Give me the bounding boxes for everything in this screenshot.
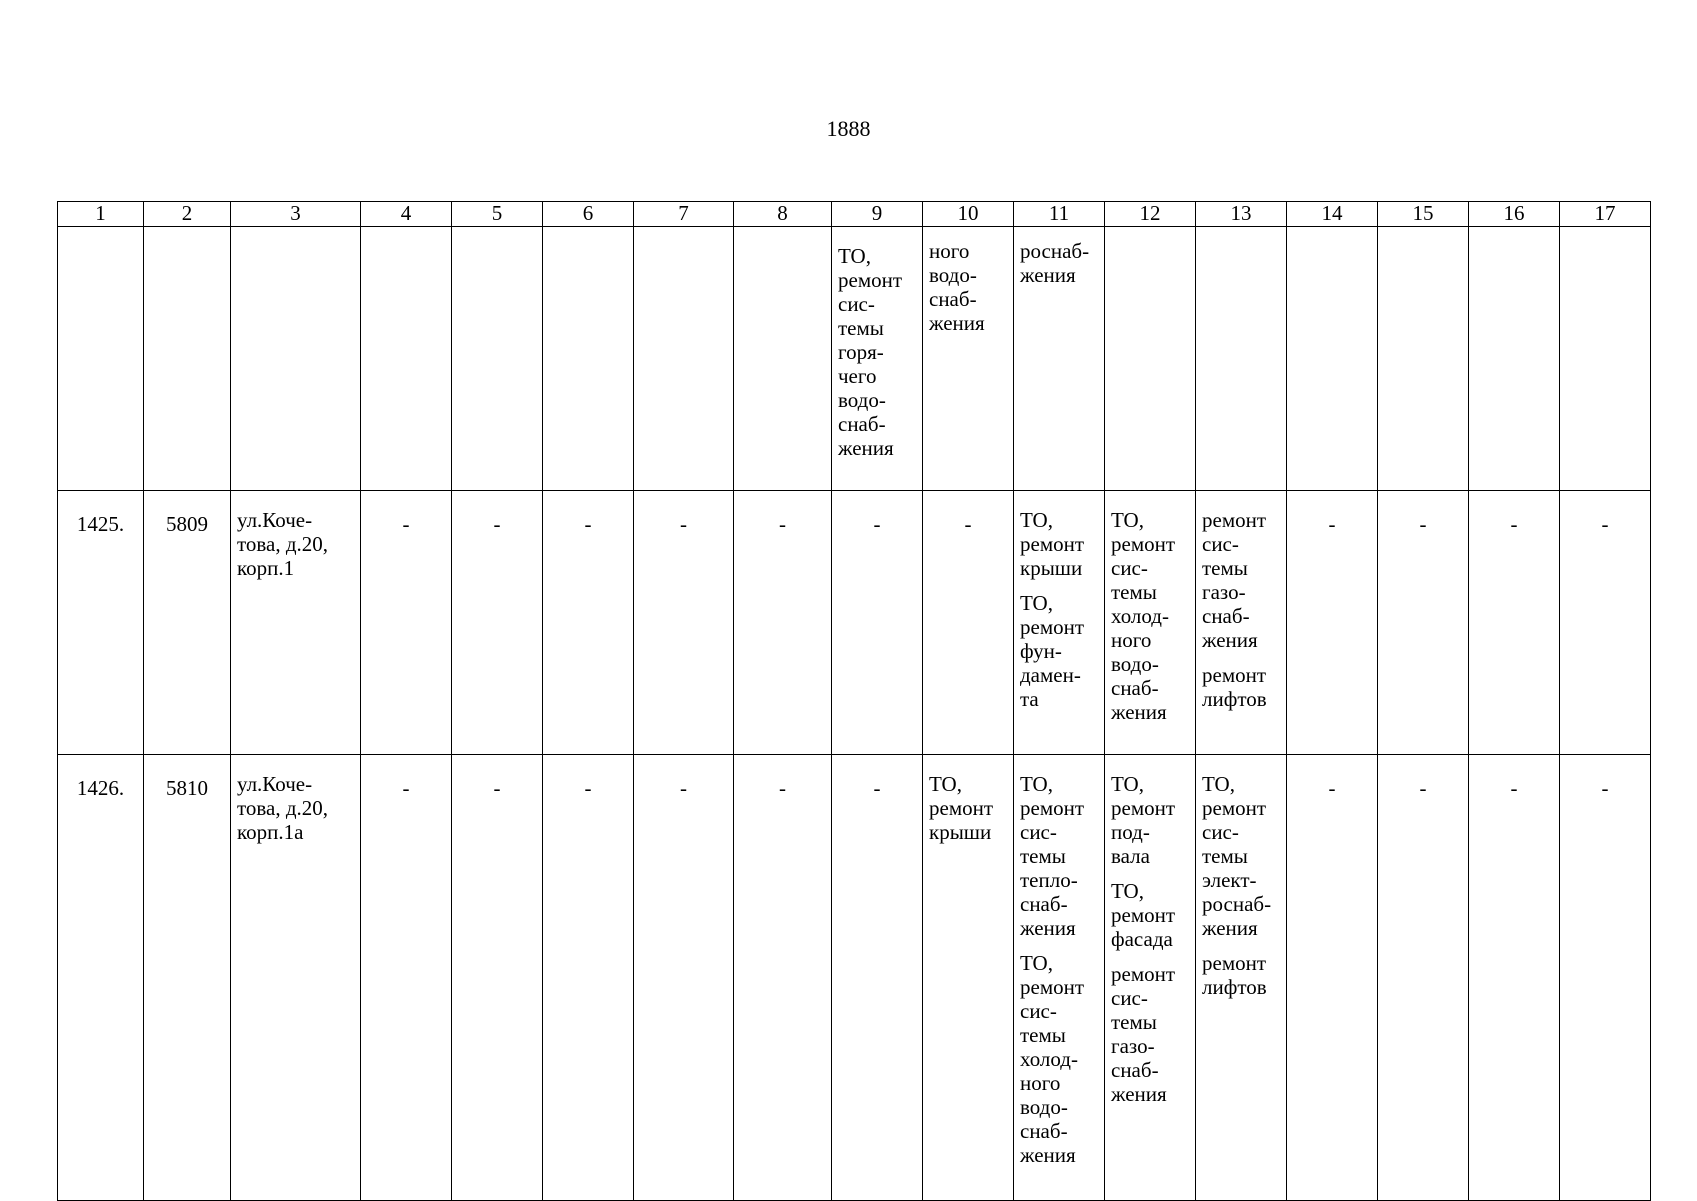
cell-text-block <box>1020 772 1100 940</box>
cell-text-block <box>1202 951 1282 999</box>
cell-text-line: темы <box>838 316 884 340</box>
cell-text-line: темы <box>1111 580 1157 604</box>
cell-text-line: под- <box>1111 820 1150 844</box>
cell-text-line: корп.1 <box>237 556 295 580</box>
cell-text-line: 5809 <box>166 512 208 536</box>
cell-text-block <box>1560 776 1650 800</box>
cell-text-line: - <box>1601 512 1609 536</box>
column-number-13: 13 <box>1196 202 1287 227</box>
table-cell-col-1 <box>58 227 144 491</box>
cell-text-block <box>734 512 831 536</box>
cell-text-line: снаб- <box>1020 892 1068 916</box>
cell-text-line: водо- <box>838 388 886 412</box>
cell-text-line: - <box>1601 776 1609 800</box>
column-number-2: 2 <box>144 202 231 227</box>
cell-text-block <box>1560 512 1650 536</box>
table-cell-col-8 <box>734 491 832 755</box>
page-number: 1888 <box>826 116 871 141</box>
cell-text-block <box>929 772 1009 844</box>
table-cell-col-12 <box>1105 227 1196 491</box>
cell-text-line: ТО, <box>1111 772 1144 796</box>
cell-text-line: темы <box>1202 844 1248 868</box>
cell-text-line: - <box>1419 512 1427 536</box>
table-cell-col-4 <box>361 755 452 1201</box>
cell-text-line: горя- <box>838 340 884 364</box>
table-cell-col-4 <box>361 491 452 755</box>
cell-text-line: ТО, <box>838 244 871 268</box>
cell-text-line: ремонт <box>1020 532 1085 556</box>
cell-text-line: - <box>873 776 881 800</box>
cell-text-block <box>1469 776 1559 800</box>
cell-text-line: сис- <box>1202 532 1239 556</box>
cell-text-line: ного <box>929 239 970 263</box>
cell-text-line: жения <box>1202 628 1258 652</box>
cell-text-line: темы <box>1020 1023 1066 1047</box>
cell-text-line: сис- <box>1020 820 1057 844</box>
cell-text-line: снаб- <box>838 412 886 436</box>
cell-text-line: снаб- <box>1202 604 1250 628</box>
cell-text-line: корп.1а <box>237 820 304 844</box>
column-number-15: 15 <box>1378 202 1469 227</box>
cell-text-line: - <box>873 512 881 536</box>
column-number-4: 4 <box>361 202 452 227</box>
cell-text-line: роснаб- <box>1202 892 1272 916</box>
table-cell-col-16 <box>1469 491 1560 755</box>
column-number-14: 14 <box>1287 202 1378 227</box>
cell-text-line: водо- <box>929 263 977 287</box>
table-cell-col-17 <box>1560 491 1651 755</box>
column-number-row <box>58 202 1651 227</box>
cell-text-line: ремонт <box>838 268 903 292</box>
cell-text-line: жения <box>1202 916 1258 940</box>
cell-text-block <box>1020 239 1100 287</box>
cell-text-line: ТО, <box>1020 508 1053 532</box>
cell-text-line: жения <box>1020 263 1076 287</box>
cell-text-line: жения <box>1111 700 1167 724</box>
cell-text-line: - <box>1419 776 1427 800</box>
cell-text-line: 1425. <box>76 512 125 536</box>
cell-text-line: роснаб- <box>1020 239 1090 263</box>
table-cell-col-5 <box>452 491 543 755</box>
table-cell-col-5 <box>452 227 543 491</box>
table-cell-col-15 <box>1378 227 1469 491</box>
cell-text-block <box>361 776 451 800</box>
cell-text-line: сис- <box>1111 556 1148 580</box>
table-cell-col-17 <box>1560 755 1651 1201</box>
cell-text-line: ТО, <box>1111 508 1144 532</box>
cell-text-line: сис- <box>1111 986 1148 1010</box>
cell-text-block <box>1287 512 1377 536</box>
column-number-6: 6 <box>543 202 634 227</box>
table-cell-col-3 <box>231 227 361 491</box>
cell-text-line: ремонт <box>1020 796 1085 820</box>
cell-text-line: ул.Коче- <box>237 772 313 796</box>
cell-text-line: - <box>1510 776 1518 800</box>
table-cell-col-1 <box>58 755 144 1201</box>
column-number-3: 3 <box>231 202 361 227</box>
table-cell-col-13 <box>1196 227 1287 491</box>
table-cell-col-14 <box>1287 227 1378 491</box>
cell-text-block <box>1202 663 1282 711</box>
table-cell-col-6 <box>543 227 634 491</box>
cell-text-line: жения <box>1111 1082 1167 1106</box>
cell-text-line: - <box>680 776 687 800</box>
table-cell-col-14 <box>1287 755 1378 1201</box>
cell-text-block <box>634 776 733 800</box>
table-cell-col-6 <box>543 491 634 755</box>
table-cell-col-13 <box>1196 755 1287 1201</box>
cell-text-line: газо- <box>1111 1034 1155 1058</box>
cell-text-block <box>58 512 143 536</box>
table-cell-col-4 <box>361 227 452 491</box>
cell-text-block <box>1111 879 1191 951</box>
cell-text-line: темы <box>1202 556 1248 580</box>
cell-text-line: - <box>402 776 410 800</box>
cell-text-line: лифтов <box>1202 975 1267 999</box>
table-cell-col-9 <box>832 227 923 491</box>
cell-text-line: ТО, <box>1020 591 1053 615</box>
cell-text-line: вала <box>1111 844 1150 868</box>
cell-text-line: холод- <box>1111 604 1169 628</box>
cell-text-line: темы <box>1111 1010 1157 1034</box>
cell-text-block <box>543 512 633 536</box>
table-cell-col-2 <box>144 227 231 491</box>
cell-text-line: ТО, <box>1111 879 1144 903</box>
cell-text-line: ТО, <box>1020 772 1053 796</box>
cell-text-line: - <box>1510 512 1518 536</box>
table-cell-col-3 <box>231 491 361 755</box>
column-number-12: 12 <box>1105 202 1196 227</box>
cell-text-line: - <box>493 776 501 800</box>
cell-text-line: жения <box>929 311 985 335</box>
table-cell-col-8 <box>734 755 832 1201</box>
cell-text-line: - <box>584 776 592 800</box>
cell-text-line: ремонт <box>1111 532 1176 556</box>
table-row <box>58 755 1651 1201</box>
cell-text-block <box>237 772 356 844</box>
table-cell-col-8 <box>734 227 832 491</box>
table-cell-col-11 <box>1014 755 1105 1201</box>
table-cell-col-11 <box>1014 491 1105 755</box>
cell-text-line: - <box>964 512 972 536</box>
column-number-11: 11 <box>1014 202 1105 227</box>
cell-text-line: жения <box>838 436 894 460</box>
cell-text-block <box>144 776 230 800</box>
cell-text-block <box>1020 591 1100 711</box>
cell-text-line: водо- <box>1111 652 1159 676</box>
cell-text-line: водо- <box>1020 1095 1068 1119</box>
cell-text-line: ремонт <box>1020 975 1085 999</box>
cell-text-line: сис- <box>1020 999 1057 1023</box>
table-cell-col-5 <box>452 755 543 1201</box>
cell-text-line: ного <box>1020 1071 1061 1095</box>
table-row <box>58 227 1651 491</box>
cell-text-line: снаб- <box>1020 1119 1068 1143</box>
column-number-16: 16 <box>1469 202 1560 227</box>
cell-text-line: ного <box>1111 628 1152 652</box>
cell-text-block <box>1287 776 1377 800</box>
cell-text-line: това, д.20, <box>237 796 329 820</box>
cell-text-line: ремонт <box>1020 615 1085 639</box>
table-cell-col-14 <box>1287 491 1378 755</box>
table-cell-col-6 <box>543 755 634 1201</box>
cell-text-line: та <box>1020 687 1039 711</box>
cell-text-line: - <box>584 512 592 536</box>
table-cell-col-13 <box>1196 491 1287 755</box>
cell-text-line: - <box>779 776 786 800</box>
table-cell-col-11 <box>1014 227 1105 491</box>
cell-text-line: крыши <box>1020 556 1083 580</box>
cell-text-block <box>1378 776 1468 800</box>
cell-text-line: 5810 <box>166 776 208 800</box>
table-cell-col-16 <box>1469 755 1560 1201</box>
table-cell-col-12 <box>1105 491 1196 755</box>
cell-text-line: крыши <box>929 820 992 844</box>
cell-text-block <box>452 512 542 536</box>
cell-text-line: сис- <box>838 292 875 316</box>
cell-text-line: ремонт <box>1111 962 1176 986</box>
table-cell-col-3 <box>231 755 361 1201</box>
cell-text-line: жения <box>1020 916 1076 940</box>
cell-text-line: 1426. <box>76 776 125 800</box>
cell-text-line: холод- <box>1020 1047 1078 1071</box>
cell-text-line: ремонт <box>1111 903 1176 927</box>
cell-text-line: - <box>779 512 786 536</box>
cell-text-line: снаб- <box>1111 1058 1159 1082</box>
cell-text-block <box>1378 512 1468 536</box>
cell-text-block <box>1020 951 1100 1167</box>
works-table <box>57 201 1651 1201</box>
cell-text-block <box>144 512 230 536</box>
cell-text-line: това, д.20, <box>237 532 329 556</box>
cell-text-line: сис- <box>1202 820 1239 844</box>
cell-text-block <box>1111 772 1191 868</box>
table-cell-col-10 <box>923 755 1014 1201</box>
cell-text-block <box>361 512 451 536</box>
column-number-1: 1 <box>58 202 144 227</box>
cell-text-line: ТО, <box>1202 772 1235 796</box>
table-cell-col-7 <box>634 755 734 1201</box>
table-cell-col-9 <box>832 491 923 755</box>
cell-text-block <box>1111 962 1191 1106</box>
cell-text-line: ремонт <box>929 796 994 820</box>
cell-text-block <box>929 239 1009 335</box>
cell-text-line: ул.Коче- <box>237 508 313 532</box>
table-cell-col-12 <box>1105 755 1196 1201</box>
table-cell-col-17 <box>1560 227 1651 491</box>
cell-text-line: ремонт <box>1111 796 1176 820</box>
table-cell-col-15 <box>1378 755 1469 1201</box>
cell-text-line: ТО, <box>929 772 962 796</box>
cell-text-block <box>634 512 733 536</box>
cell-text-line: - <box>680 512 687 536</box>
cell-text-block <box>832 776 922 800</box>
cell-text-block <box>1202 508 1282 652</box>
cell-text-block <box>832 512 922 536</box>
cell-text-line: лифтов <box>1202 687 1267 711</box>
cell-text-line: чего <box>838 364 877 388</box>
cell-text-block <box>1020 508 1100 580</box>
cell-text-line: - <box>493 512 501 536</box>
table-cell-col-2 <box>144 755 231 1201</box>
table-cell-col-9 <box>832 755 923 1201</box>
cell-text-line: тепло- <box>1020 868 1078 892</box>
cell-text-block <box>1202 772 1282 940</box>
column-number-5: 5 <box>452 202 543 227</box>
column-number-8: 8 <box>734 202 832 227</box>
table-cell-col-2 <box>144 491 231 755</box>
cell-text-line: жения <box>1020 1143 1076 1167</box>
cell-text-line: темы <box>1020 844 1066 868</box>
cell-text-block <box>452 776 542 800</box>
table-row <box>58 491 1651 755</box>
cell-text-block <box>237 508 356 580</box>
column-number-7: 7 <box>634 202 734 227</box>
cell-text-block <box>58 776 143 800</box>
column-number-10: 10 <box>923 202 1014 227</box>
cell-text-block <box>1111 508 1191 724</box>
table-cell-col-1 <box>58 491 144 755</box>
cell-text-line: ремонт <box>1202 796 1267 820</box>
column-number-9: 9 <box>832 202 923 227</box>
cell-text-line: фун- <box>1020 639 1062 663</box>
cell-text-line: - <box>402 512 410 536</box>
cell-text-line: элект- <box>1202 868 1257 892</box>
cell-text-block <box>838 244 918 460</box>
cell-text-line: ремонт <box>1202 663 1267 687</box>
cell-text-line: фасада <box>1111 927 1173 951</box>
cell-text-block <box>543 776 633 800</box>
table-cell-col-10 <box>923 491 1014 755</box>
cell-text-line: газо- <box>1202 580 1246 604</box>
table-cell-col-15 <box>1378 491 1469 755</box>
column-number-17: 17 <box>1560 202 1651 227</box>
cell-text-line: - <box>1328 512 1336 536</box>
cell-text-line: дамен- <box>1020 663 1081 687</box>
cell-text-line: ремонт <box>1202 508 1267 532</box>
cell-text-line: ремонт <box>1202 951 1267 975</box>
cell-text-block <box>1469 512 1559 536</box>
table-cell-col-7 <box>634 491 734 755</box>
cell-text-block <box>734 776 831 800</box>
cell-text-line: снаб- <box>1111 676 1159 700</box>
cell-text-block <box>923 512 1013 536</box>
table-cell-col-10 <box>923 227 1014 491</box>
cell-text-line: - <box>1328 776 1336 800</box>
table-cell-col-7 <box>634 227 734 491</box>
cell-text-line: снаб- <box>929 287 977 311</box>
cell-text-line: ТО, <box>1020 951 1053 975</box>
table-cell-col-16 <box>1469 227 1560 491</box>
